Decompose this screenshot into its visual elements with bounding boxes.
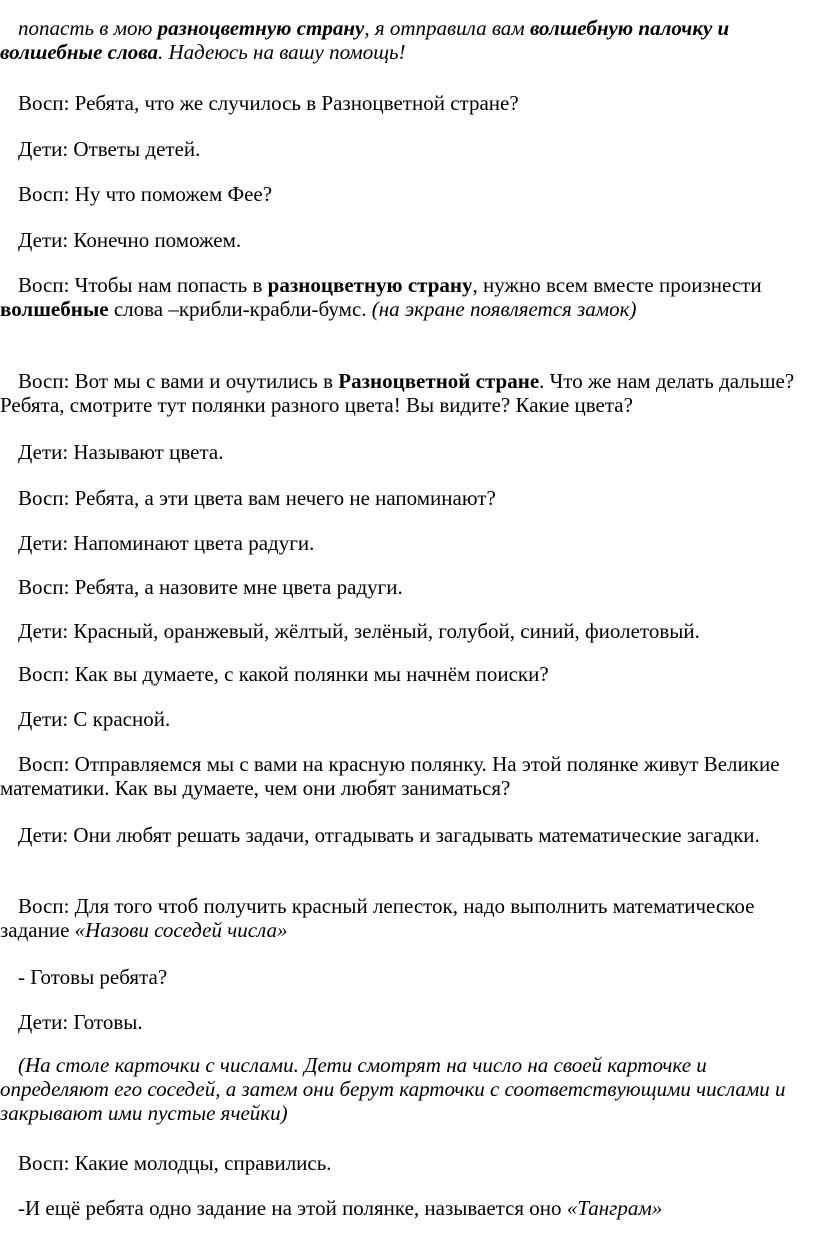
text-run: Разноцветной стране: [338, 369, 540, 393]
paragraph: [0, 662, 812, 686]
paragraph: [0, 486, 812, 510]
text-run: Дети: Конечно поможем.: [18, 228, 242, 252]
text-run: разноцветную страну: [267, 273, 473, 297]
text-run: Восп: Ребята, что же случилось в Разноцветной стране?: [18, 91, 519, 115]
paragraph: [0, 619, 812, 643]
paragraph: [0, 575, 812, 599]
paragraph: [0, 440, 812, 464]
text-run: Восп: Отправляемся мы с вами на красную полянку. На этой полянке живут Великие математики. Как вы думаете, чем они любят заниматься?: [0, 752, 780, 800]
text-run: , нужно всем вместе произнести: [472, 273, 762, 297]
text-run: -И ещё ребята одно задание на этой полянке, называется оно: [18, 1196, 567, 1220]
text-run: Восп: Ребята, а эти цвета вам нечего не напоминают?: [18, 486, 496, 510]
text-run: слова –крибли-крабли-бумс.: [108, 297, 372, 321]
text-run: (на экране появляется замок): [371, 297, 637, 321]
text-run: Восп: Для того чтоб получить красный лепесток, надо выполнить математическое задание: [0, 894, 755, 942]
text-run: - Готовы ребята?: [18, 965, 168, 989]
text-run: Дети: Красный, оранжевый, жёлтый, зелёный, голубой, синий, фиолетовый.: [18, 619, 700, 643]
paragraph: [0, 1151, 812, 1175]
text-run: . Что же нам делать дальше? Ребята, смотрите тут полянки разного цвета! Вы видите? Какие цвета?: [0, 369, 795, 417]
text-run: , я отправила вам: [364, 16, 530, 40]
text-run: Восп: Ну что поможем Фее?: [18, 182, 273, 206]
paragraph: [0, 752, 812, 800]
text-run: Восп: Какие молодцы, справились.: [18, 1151, 332, 1175]
paragraph: [0, 273, 812, 321]
paragraph: [0, 894, 812, 942]
paragraph: [0, 137, 812, 161]
text-run: «Назови соседей числа»: [74, 918, 288, 942]
text-run: Дети: Напоминают цвета радуги.: [18, 531, 315, 555]
text-run: волшебные: [0, 297, 109, 321]
text-run: попасть в мою: [18, 16, 158, 40]
text-run: «Танграм»: [566, 1196, 663, 1220]
text-run: Восп: Чтобы нам попасть в: [18, 273, 268, 297]
paragraph: [0, 965, 812, 989]
paragraph: [0, 91, 812, 115]
paragraph: [0, 228, 812, 252]
text-run: (На столе карточки с числами. Дети смотрят на число на своей карточке и определяют его соседей, а затем они берут карточки с соответствующими числами и закрывают ими пустые ячейки): [0, 1053, 786, 1125]
paragraph: [0, 1053, 812, 1125]
paragraph: [0, 1010, 812, 1034]
text-run: . Надеюсь на вашу помощь!: [158, 40, 406, 64]
text-run: Дети: Они любят решать задачи, отгадывать и загадывать математические загадки.: [18, 823, 760, 847]
text-run: Восп: Ребята, а назовите мне цвета радуги.: [18, 575, 403, 599]
paragraph: [0, 531, 812, 555]
text-run: Восп: Вот мы с вами и очутились в: [18, 369, 339, 393]
paragraph: [0, 16, 812, 64]
text-run: Дети: Ответы детей.: [18, 137, 201, 161]
paragraph: [0, 1196, 812, 1220]
text-run: Восп: Как вы думаете, с какой полянки мы начнём поиски?: [18, 662, 549, 686]
paragraph: [0, 369, 812, 417]
text-run: Дети: Готовы.: [18, 1010, 143, 1034]
text-run: Дети: С красной.: [18, 707, 171, 731]
text-run: Дети: Называют цвета.: [18, 440, 224, 464]
text-run: волшебную палочку и волшебные слова: [0, 16, 730, 64]
paragraph: [0, 707, 812, 731]
paragraph: [0, 182, 812, 206]
text-run: разноцветную страну: [157, 16, 365, 40]
paragraph: [0, 823, 812, 847]
